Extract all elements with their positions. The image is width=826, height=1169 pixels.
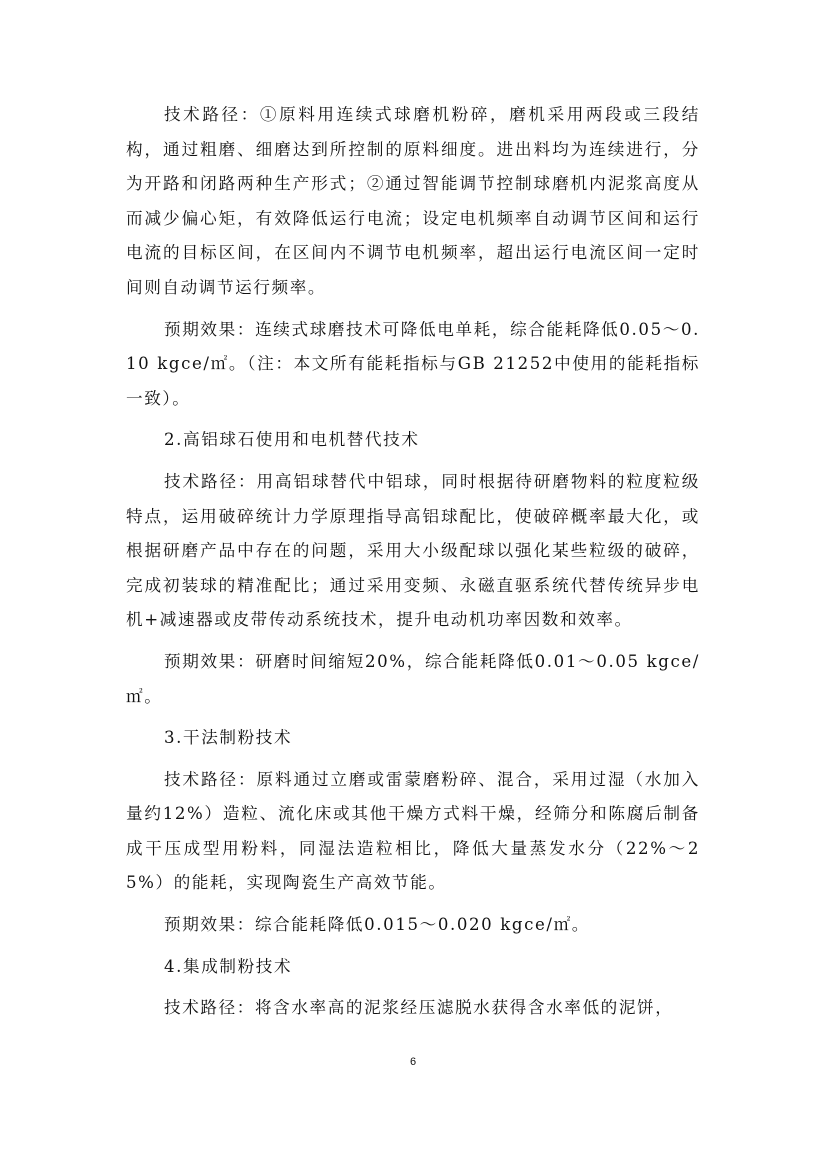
paragraph-expected-effect-dry-powder: 预期效果：综合能耗降低0.015～0.020 kgce/㎡。 — [164, 915, 590, 935]
paragraph-technical-route-integrated-powder: 技术路径：将含水率高的泥浆经压滤脱水获得含水率低的泥饼， — [164, 998, 674, 1018]
paragraph-expected-effect-alumina-ball: 预期效果：研磨时间缩短20%，综合能耗降低0.01～0.05 kgce/㎡。 — [126, 651, 700, 706]
section-heading-2: 2.高铝球石使用和电机替代技术 — [164, 430, 420, 450]
paragraph-technical-route-alumina-ball: 技术路径：用高铝球替代中铝球，同时根据待研磨物料的粒度粒级特点，运用破碎统计力学原理指导高铝球配比，使破碎概率最大化，或根据研磨产品中存在的问题，采用大小级配球以强化某些粒级的破碎，完成初装球的精准配比；通过采用变频、永磁直驱系统代替传统异步电机+减速器或皮带传动系统技术，提升电动机功率因数和效率。 — [126, 471, 700, 630]
paragraph-technical-route-ball-mill: 技术路径：①原料用连续式球磨机粉碎，磨机采用两段或三段结构，通过粗磨、细磨达到所控制的原料细度。进出料均为连续进行，分为开路和闭路两种生产形式；②通过智能调节控制球磨机内泥浆高度从而减少偏心矩，有效降低运行电流；设定电机频率自动调节区间和运行电流的目标区间，在区间内不调节电机频率，超出运行电流区间一定时间则自动调节运行频率。 — [126, 105, 700, 297]
paragraph-expected-effect-ball-mill: 预期效果：连续式球磨技术可降低电单耗，综合能耗降低0.05～0.10 kgce/㎡。（注：本文所有能耗指标与GB 21252中使用的能耗指标一致）。 — [126, 319, 700, 408]
page-number: 6 — [409, 1056, 417, 1068]
section-heading-3: 3.干法制粉技术 — [164, 728, 293, 748]
paragraph-technical-route-dry-powder: 技术路径：原料通过立磨或雷蒙磨粉碎、混合，采用过湿（水加入量约12%）造粒、流化床或其他干燥方式料干燥，经筛分和陈腐后制备成干压成型用粉料，同湿法造粒相比，降低大量蒸发水分（22%～25%）的能耗，实现陶瓷生产高效节能。 — [126, 769, 700, 893]
document-body — [126, 98, 700, 1033]
section-heading-4: 4.集成制粉技术 — [164, 956, 293, 976]
